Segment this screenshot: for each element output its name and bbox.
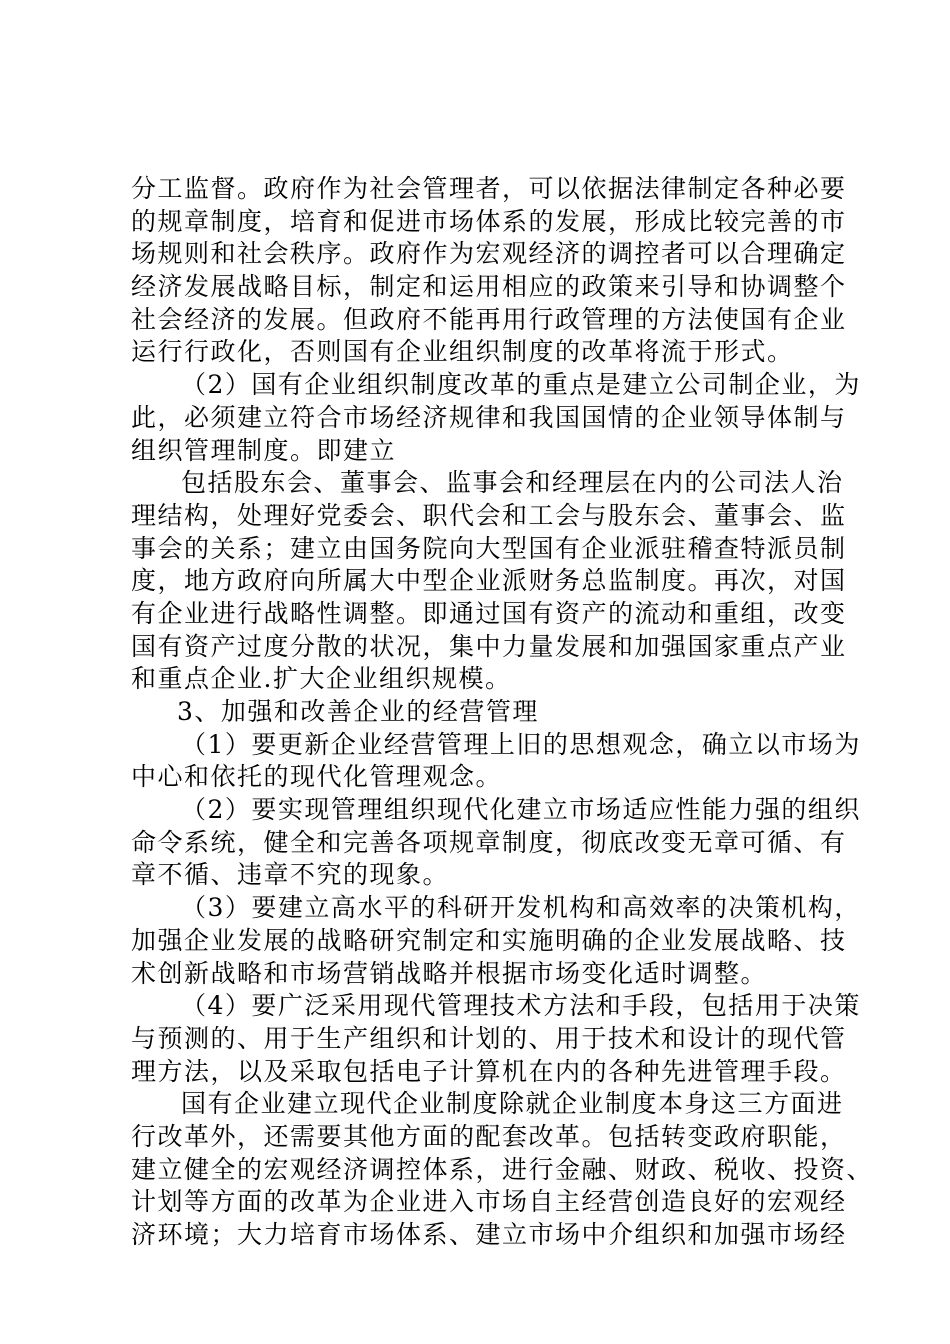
text-line: 建立健全的宏观经济调控体系，进行金融、财政、税收、投资、 (131, 1154, 874, 1184)
text-line: 经济发展战略目标，制定和运用相应的政策来引导和协调整个 (131, 272, 847, 302)
text-line: 中心和依托的现代化管理观念。 (131, 762, 503, 792)
text-line: 包括股东会、董事会、监事会和经理层在内的公司法人治 (181, 468, 844, 498)
text-line: 组织管理制度。即建立 (131, 435, 397, 465)
text-line: 社会经济的发展。但政府不能再用行政管理的方法使国有企业 (131, 304, 847, 334)
text-line: 与预测的、用于生产组织和计划的、用于技术和设计的现代管 (131, 1023, 847, 1053)
text-line: 度，地方政府向所属大中型企业派财务总监制度。再次，对国 (131, 566, 847, 596)
text-line: 命令系统，健全和完善各项规章制度，彻底改变无章可循、有 (131, 827, 847, 857)
text-line: 国有企业建立现代企业制度除就企业制度本身这三方面进 (181, 1089, 844, 1119)
text-line: （1）要更新企业经营管理上旧的思想观念，确立以市场为 (181, 729, 861, 759)
text-line: （3）要建立高水平的科研开发机构和高效率的决策机构， (181, 893, 861, 923)
text-line: 理结构，处理好党委会、职代会和工会与股东会、董事会、监 (131, 500, 847, 530)
text-line: 国有资产过度分散的状况，集中力量发展和加强国家重点产业 (131, 631, 847, 661)
text-line: 的规章制度，培育和促进市场体系的发展，形成比较完善的市 (131, 206, 847, 236)
document-body (131, 173, 874, 1252)
text-line: 和重点企业.扩大企业组织规模。 (131, 664, 512, 694)
text-line: 有企业进行战略性调整。即通过国有资产的流动和重组，改变 (131, 598, 847, 628)
text-line: 济环境；大力培育市场体系、建立市场中介组织和加强市场经 (131, 1220, 847, 1249)
text-line: 行改革外，还需要其他方面的配套改革。包括转变政府职能， (131, 1121, 847, 1151)
text-line: 3、加强和改善企业的经营管理 (177, 697, 539, 726)
text-line: 章不循、违章不究的现象。 (131, 860, 450, 890)
text-line: 术创新战略和市场营销战略并根据市场变化适时调整。 (131, 958, 768, 988)
text-line: 场规则和社会秩序。政府作为宏观经济的调控者可以合理确定 (131, 239, 847, 269)
text-line: 理方法，以及采取包括电子计算机在内的各种先进管理手段。 (131, 1056, 847, 1086)
text-line: 此，必须建立符合市场经济规律和我国国情的企业领导体制与 (131, 402, 847, 432)
text-line: 计划等方面的改革为企业进入市场自主经营创造良好的宏观经 (131, 1187, 847, 1217)
text-line: （2）国有企业组织制度改革的重点是建立公司制企业，为 (181, 370, 861, 400)
text-line: （4）要广泛采用现代管理技术方法和手段，包括用于决策 (181, 991, 861, 1021)
text-line: 加强企业发展的战略研究制定和实施明确的企业发展战略、技 (131, 925, 847, 955)
text-line: 分工监督。政府作为社会管理者，可以依据法律制定各种必要 (131, 174, 847, 203)
text-line: （2）要实现管理组织现代化建立市场适应性能力强的组织 (181, 795, 861, 825)
text-line: 运行行政化，否则国有企业组织制度的改革将流于形式。 (131, 337, 794, 367)
text-line: 事会的关系；建立由国务院向大型国有企业派驻稽查特派员制 (131, 533, 847, 563)
